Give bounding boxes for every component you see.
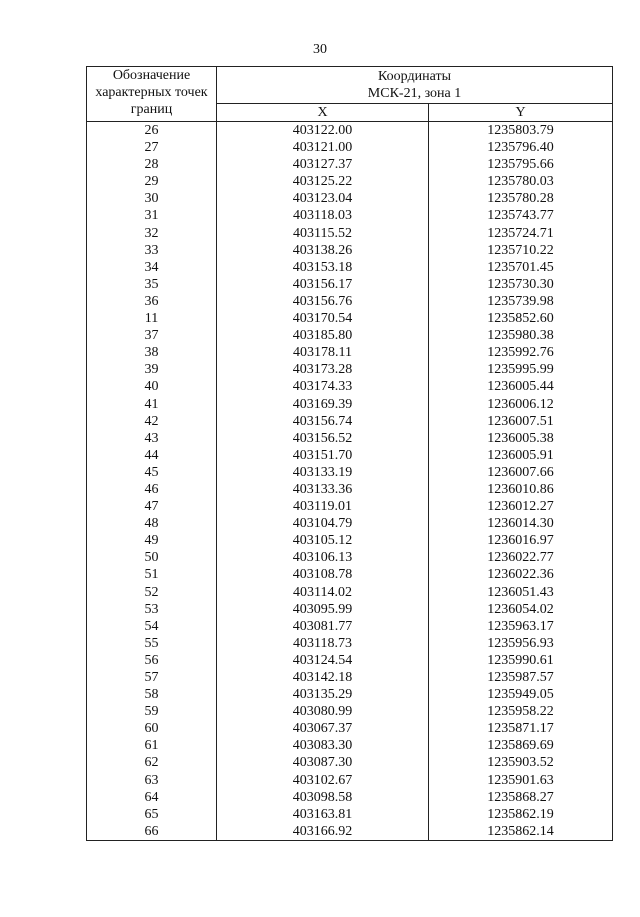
table-row xyxy=(87,361,613,378)
table-row xyxy=(87,481,613,498)
table-row xyxy=(87,293,613,310)
y-coordinate-cell: 1235949.05 xyxy=(429,686,613,703)
y-coordinate-cell: 1235868.27 xyxy=(429,789,613,806)
x-coordinate-cell: 403119.01 xyxy=(217,498,429,515)
y-coordinate-cell: 1235780.03 xyxy=(429,173,613,190)
y-coordinate-cell: 1235958.22 xyxy=(429,703,613,720)
x-coordinate-cell: 403114.02 xyxy=(217,584,429,601)
y-coordinate-cell: 1236054.02 xyxy=(429,601,613,618)
table-row xyxy=(87,396,613,413)
point-designation-cell: 31 xyxy=(87,207,217,224)
table-row xyxy=(87,823,613,841)
point-designation-cell: 52 xyxy=(87,584,217,601)
point-designation-cell: 63 xyxy=(87,772,217,789)
x-coordinate-cell: 403142.18 xyxy=(217,669,429,686)
table-row xyxy=(87,207,613,224)
x-column-header: X xyxy=(217,104,429,122)
x-coordinate-cell: 403108.78 xyxy=(217,566,429,583)
table-row xyxy=(87,327,613,344)
table-row xyxy=(87,310,613,327)
y-coordinate-cell: 1236016.97 xyxy=(429,532,613,549)
x-coordinate-cell: 403115.52 xyxy=(217,225,429,242)
y-column-header: Y xyxy=(429,104,613,122)
x-coordinate-cell: 403156.76 xyxy=(217,293,429,310)
y-coordinate-cell: 1235963.17 xyxy=(429,618,613,635)
table-row xyxy=(87,601,613,618)
table-header xyxy=(87,67,613,122)
x-coordinate-cell: 403153.18 xyxy=(217,259,429,276)
x-coordinate-cell: 403095.99 xyxy=(217,601,429,618)
x-coordinate-cell: 403102.67 xyxy=(217,772,429,789)
y-coordinate-cell: 1235903.52 xyxy=(429,754,613,771)
table-row xyxy=(87,242,613,259)
y-coordinate-cell: 1235995.99 xyxy=(429,361,613,378)
point-designation-cell: 55 xyxy=(87,635,217,652)
y-coordinate-cell: 1235869.69 xyxy=(429,737,613,754)
point-designation-cell: 62 xyxy=(87,754,217,771)
table-row xyxy=(87,584,613,601)
y-coordinate-cell: 1236005.38 xyxy=(429,430,613,447)
table-row xyxy=(87,652,613,669)
x-coordinate-cell: 403170.54 xyxy=(217,310,429,327)
x-coordinate-cell: 403083.30 xyxy=(217,737,429,754)
x-coordinate-cell: 403127.37 xyxy=(217,156,429,173)
table-row xyxy=(87,378,613,395)
y-coordinate-cell: 1235730.30 xyxy=(429,276,613,293)
table-row xyxy=(87,173,613,190)
point-designation-cell: 32 xyxy=(87,225,217,242)
point-designation-cell: 51 xyxy=(87,566,217,583)
table-row xyxy=(87,430,613,447)
point-designation-cell: 40 xyxy=(87,378,217,395)
point-designation-cell: 56 xyxy=(87,652,217,669)
table-row xyxy=(87,772,613,789)
point-designation-header: Обозначение характерных точек границ xyxy=(87,67,217,122)
x-coordinate-cell: 403067.37 xyxy=(217,720,429,737)
y-coordinate-cell: 1236007.51 xyxy=(429,413,613,430)
x-coordinate-cell: 403105.12 xyxy=(217,532,429,549)
point-designation-cell: 11 xyxy=(87,310,217,327)
point-designation-cell: 33 xyxy=(87,242,217,259)
y-coordinate-cell: 1235724.71 xyxy=(429,225,613,242)
x-coordinate-cell: 403169.39 xyxy=(217,396,429,413)
point-designation-cell: 60 xyxy=(87,720,217,737)
y-coordinate-cell: 1236022.77 xyxy=(429,549,613,566)
point-designation-cell: 37 xyxy=(87,327,217,344)
x-coordinate-cell: 403124.54 xyxy=(217,652,429,669)
y-coordinate-cell: 1235710.22 xyxy=(429,242,613,259)
y-coordinate-cell: 1235956.93 xyxy=(429,635,613,652)
table-row xyxy=(87,139,613,156)
table-row xyxy=(87,122,613,140)
y-coordinate-cell: 1235990.61 xyxy=(429,652,613,669)
y-coordinate-cell: 1235862.19 xyxy=(429,806,613,823)
y-coordinate-cell: 1236005.44 xyxy=(429,378,613,395)
table-row xyxy=(87,754,613,771)
y-coordinate-cell: 1235796.40 xyxy=(429,139,613,156)
x-coordinate-cell: 403156.74 xyxy=(217,413,429,430)
table-row xyxy=(87,464,613,481)
table-row xyxy=(87,190,613,207)
table-row xyxy=(87,498,613,515)
table-row xyxy=(87,789,613,806)
point-designation-cell: 38 xyxy=(87,344,217,361)
table-row xyxy=(87,549,613,566)
point-designation-cell: 35 xyxy=(87,276,217,293)
y-coordinate-cell: 1235739.98 xyxy=(429,293,613,310)
table-row xyxy=(87,686,613,703)
x-coordinate-cell: 403135.29 xyxy=(217,686,429,703)
y-coordinate-cell: 1235992.76 xyxy=(429,344,613,361)
page-number: 30 xyxy=(313,42,327,57)
point-designation-cell: 57 xyxy=(87,669,217,686)
x-coordinate-cell: 403081.77 xyxy=(217,618,429,635)
coordinates-header xyxy=(217,67,613,104)
x-coordinate-cell: 403125.22 xyxy=(217,173,429,190)
table-row xyxy=(87,566,613,583)
table-row xyxy=(87,413,613,430)
point-designation-cell: 26 xyxy=(87,122,217,140)
point-designation-cell: 39 xyxy=(87,361,217,378)
x-coordinate-cell: 403185.80 xyxy=(217,327,429,344)
point-designation-cell: 49 xyxy=(87,532,217,549)
x-coordinate-cell: 403118.03 xyxy=(217,207,429,224)
table-row xyxy=(87,344,613,361)
table-row xyxy=(87,156,613,173)
point-designation-cell: 48 xyxy=(87,515,217,532)
y-coordinate-cell: 1235862.14 xyxy=(429,823,613,841)
y-coordinate-cell: 1236012.27 xyxy=(429,498,613,515)
table-row xyxy=(87,515,613,532)
table-row xyxy=(87,669,613,686)
y-coordinate-cell: 1235701.45 xyxy=(429,259,613,276)
point-designation-cell: 42 xyxy=(87,413,217,430)
x-coordinate-cell: 403133.36 xyxy=(217,481,429,498)
x-coordinate-cell: 403156.52 xyxy=(217,430,429,447)
table-row xyxy=(87,618,613,635)
y-coordinate-cell: 1236010.86 xyxy=(429,481,613,498)
y-coordinate-cell: 1235852.60 xyxy=(429,310,613,327)
point-designation-cell: 54 xyxy=(87,618,217,635)
x-coordinate-cell: 403163.81 xyxy=(217,806,429,823)
point-designation-cell: 50 xyxy=(87,549,217,566)
point-designation-cell: 28 xyxy=(87,156,217,173)
x-coordinate-cell: 403080.99 xyxy=(217,703,429,720)
y-coordinate-cell: 1235803.79 xyxy=(429,122,613,140)
x-coordinate-cell: 403173.28 xyxy=(217,361,429,378)
point-designation-cell: 43 xyxy=(87,430,217,447)
x-coordinate-cell: 403087.30 xyxy=(217,754,429,771)
y-coordinate-cell: 1235871.17 xyxy=(429,720,613,737)
y-coordinate-cell: 1236022.36 xyxy=(429,566,613,583)
point-designation-cell: 64 xyxy=(87,789,217,806)
point-designation-cell: 44 xyxy=(87,447,217,464)
point-designation-cell: 45 xyxy=(87,464,217,481)
point-designation-cell: 47 xyxy=(87,498,217,515)
point-designation-cell: 65 xyxy=(87,806,217,823)
y-coordinate-cell: 1235901.63 xyxy=(429,772,613,789)
x-coordinate-cell: 403123.04 xyxy=(217,190,429,207)
point-designation-cell: 58 xyxy=(87,686,217,703)
coordinates-header-system: МСК-21, зона 1 xyxy=(367,86,462,101)
point-designation-cell: 27 xyxy=(87,139,217,156)
table-body xyxy=(87,122,613,841)
x-coordinate-cell: 403133.19 xyxy=(217,464,429,481)
point-designation-cell: 66 xyxy=(87,823,217,841)
x-coordinate-cell: 403122.00 xyxy=(217,122,429,140)
y-coordinate-cell: 1236007.66 xyxy=(429,464,613,481)
y-coordinate-cell: 1235780.28 xyxy=(429,190,613,207)
y-coordinate-cell: 1235980.38 xyxy=(429,327,613,344)
y-coordinate-cell: 1236051.43 xyxy=(429,584,613,601)
x-coordinate-cell: 403156.17 xyxy=(217,276,429,293)
point-designation-cell: 36 xyxy=(87,293,217,310)
point-designation-cell: 53 xyxy=(87,601,217,618)
point-designation-cell: 46 xyxy=(87,481,217,498)
y-coordinate-cell: 1236014.30 xyxy=(429,515,613,532)
point-designation-cell: 29 xyxy=(87,173,217,190)
point-designation-cell: 59 xyxy=(87,703,217,720)
table-row xyxy=(87,259,613,276)
table-row xyxy=(87,703,613,720)
y-coordinate-cell: 1235987.57 xyxy=(429,669,613,686)
table-row xyxy=(87,276,613,293)
table-row xyxy=(87,447,613,464)
point-designation-cell: 41 xyxy=(87,396,217,413)
table-row xyxy=(87,225,613,242)
point-designation-cell: 61 xyxy=(87,737,217,754)
x-coordinate-cell: 403178.11 xyxy=(217,344,429,361)
y-coordinate-cell: 1236005.91 xyxy=(429,447,613,464)
y-coordinate-cell: 1235743.77 xyxy=(429,207,613,224)
x-coordinate-cell: 403098.58 xyxy=(217,789,429,806)
table-row xyxy=(87,737,613,754)
x-coordinate-cell: 403174.33 xyxy=(217,378,429,395)
x-coordinate-cell: 403106.13 xyxy=(217,549,429,566)
x-coordinate-cell: 403151.70 xyxy=(217,447,429,464)
coordinates-table xyxy=(86,66,613,841)
point-designation-cell: 30 xyxy=(87,190,217,207)
x-coordinate-cell: 403121.00 xyxy=(217,139,429,156)
x-coordinate-cell: 403166.92 xyxy=(217,823,429,841)
coordinates-header-title: Координаты xyxy=(378,69,451,84)
table-row xyxy=(87,806,613,823)
x-coordinate-cell: 403138.26 xyxy=(217,242,429,259)
y-coordinate-cell: 1235795.66 xyxy=(429,156,613,173)
point-designation-cell: 34 xyxy=(87,259,217,276)
x-coordinate-cell: 403104.79 xyxy=(217,515,429,532)
table-row xyxy=(87,720,613,737)
table-row xyxy=(87,635,613,652)
y-coordinate-cell: 1236006.12 xyxy=(429,396,613,413)
table-row xyxy=(87,532,613,549)
x-coordinate-cell: 403118.73 xyxy=(217,635,429,652)
